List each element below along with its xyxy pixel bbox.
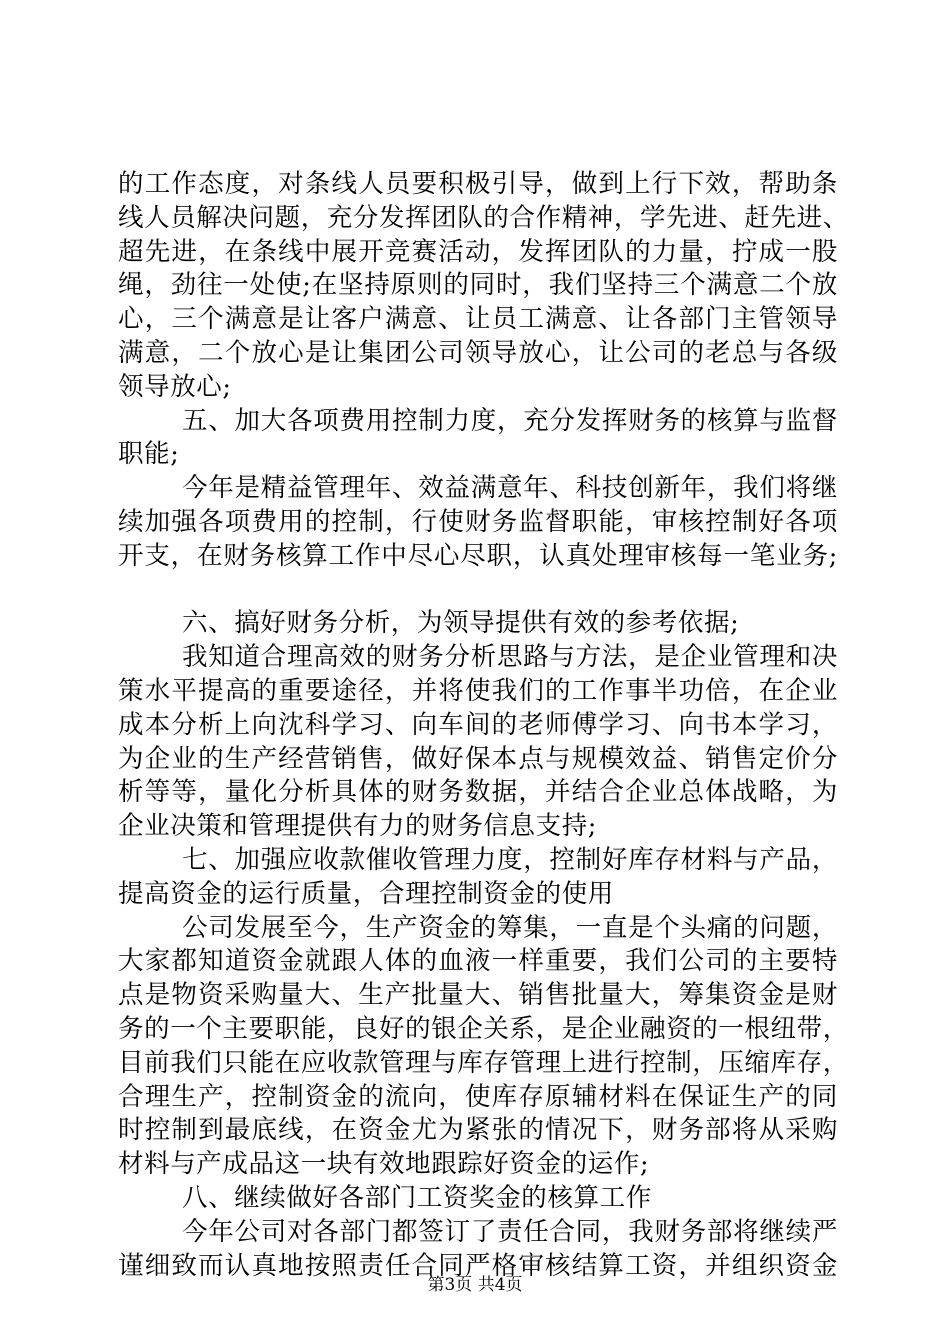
text-line: 职能; [118,439,180,470]
text-line: 时控制到最底线，在资金尤为紧张的情况下，财务部将从采购 [118,1115,838,1146]
section-heading-7: 七、加强应收款催收管理力度，控制好库存材料与产品， [182,844,838,875]
text-line: 提高资金的运行质量，合理控制资金的使用 [118,878,614,909]
text-line: 为企业的生产经营销售，做好保本点与规模效益、销售定价分 [118,743,838,774]
section-heading-8: 八、继续做好各部门工资奖金的核算工作 [182,1182,652,1213]
text-line: 领导放心; [118,371,232,402]
text-line: 点是物资采购量大、生产批量大、销售批量大，筹集资金是财 [118,980,838,1011]
section-heading-6: 六、搞好财务分析，为领导提供有效的参考依据; [182,608,740,639]
text-line: 务的一个主要职能，良好的银企关系，是企业融资的一根纽带， [118,1013,849,1044]
paragraph-gap [118,574,838,608]
text-line: 线人员解决问题，充分发挥团队的合作精神，学先进、赶先进、 [118,202,849,233]
text-line: 续加强各项费用的控制，行使财务监督职能，审核控制好各项 [118,506,838,537]
paragraph-start: 我知道合理高效的财务分析思路与方法，是企业管理和决 [182,642,838,673]
section-heading-5: 五、加大各项费用控制力度，充分发挥财务的核算与监督 [182,405,838,436]
text-line: 目前我们只能在应收款管理与库存管理上进行控制，压缩库存， [118,1047,849,1078]
page-number-footer: 第3页 共4页 [427,1275,523,1295]
text-line: 心，三个满意是让客户满意、让员工满意、让各部门主管领导 [118,304,838,335]
text-line: 超先进，在条线中展开竞赛活动，发挥团队的力量，拧成一股 [118,236,838,267]
document-body [118,168,849,1283]
text-line: 绳，劲往一处使;在坚持原则的同时，我们坚持三个满意二个放 [118,270,838,301]
paragraph-start: 今年是精益管理年、效益满意年、科技创新年，我们将继 [182,473,838,504]
text-line: 材料与产成品这一块有效地跟踪好资金的运作; [118,1149,650,1180]
text-line: 成本分析上向沈科学习、向车间的老师傅学习、向书本学习， [118,709,838,740]
paragraph-start: 公司发展至今，生产资金的筹集，一直是个头痛的问题， [182,912,838,943]
text-line: 开支，在财务核算工作中尽心尽职，认真处理审核每一笔业务; [118,540,838,571]
text-line: 大家都知道资金就跟人体的血液一样重要，我们公司的主要特 [118,946,838,977]
text-line: 谨细致而认真地按照责任合同严格审核结算工资，并组织资金 [118,1250,838,1281]
text-line: 合理生产，控制资金的流向，使库存原辅材料在保证生产的同 [118,1081,838,1112]
text-line: 策水平提高的重要途径，并将使我们的工作事半功倍，在企业 [118,675,838,706]
text-line: 的工作态度，对条线人员要积极引导，做到上行下效，帮助条 [118,169,838,199]
text-line: 企业决策和管理提供有力的财务信息支持; [118,811,597,842]
text-line: 析等等，量化分析具体的财务数据，并结合企业总体战略，为 [118,777,838,808]
text-line: 满意，二个放心是让集团公司领导放心，让公司的老总与各级 [118,337,838,368]
paragraph-start: 今年公司对各部门都签订了责任合同，我财务部将继续严 [182,1216,838,1247]
